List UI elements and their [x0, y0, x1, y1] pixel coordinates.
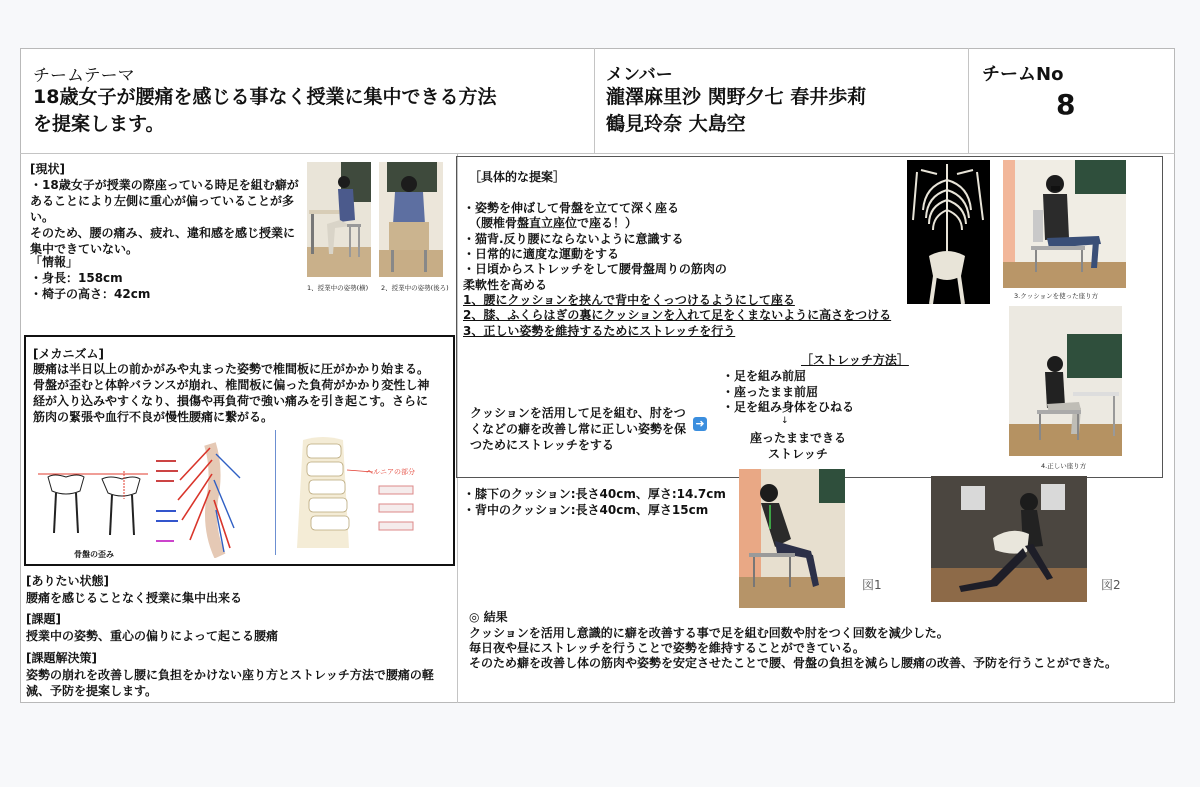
pelvis-caption: 骨盤の歪み [74, 550, 114, 559]
info-height: ・身長：158cm [30, 271, 123, 285]
result-line-1: クッションを活用し意識的に癖を改善する事で足を組む回数や肘をつく回数を減少した。 [469, 626, 949, 640]
proposal-numbered-2: 2、膝、ふくらはぎの裏にクッションを入れて足をくまないように高さをつける [463, 308, 892, 322]
issue-heading: [課題] [26, 612, 61, 626]
arrow-right-icon: ➜ [693, 417, 707, 431]
stretch-line-3: ・足を組み身体をひねる [722, 400, 855, 414]
ideal-heading: [ありたい状態] [26, 574, 109, 588]
theme-label: チームテーマ [33, 66, 135, 86]
mechanism-body: 腰痛は半日以上の前かがみや丸まった姿勢で椎間板に圧がかかり始まる。骨盤が歪むと体幹バランスが崩れ、椎間板に偏った負荷がかかり変性し神経が入り込みやすくなり、損傷や再負荷で強い痛みを引き起こす。さらに筋肉の緊張や血行不良が慢性腰痛に繋がる。 [33, 362, 430, 424]
photo1-caption: 1、授業中の姿勢(横) [307, 284, 369, 292]
status-body: ・18歳女子が授業の際座っている時足を組む癖があることにより左側に重心が偏っていることが多い。 そのため、腰の痛み、疲れ、違和感を感じ授業に集中できていない。 [30, 178, 299, 256]
header-col-divider-2 [968, 48, 969, 153]
proposal-line-2: （腰椎骨盤直立座位で座る！） [463, 216, 638, 230]
header-divider [20, 153, 1175, 154]
proposal-numbered-3: 3、正しい姿勢を維持するためにストレッチを行う [463, 324, 736, 338]
result-line-2: 毎日夜や昼にストレッチを行うことで姿勢を維持することができている。 [469, 641, 865, 655]
solution-heading: [課題解決策] [26, 651, 97, 665]
team-no: 8 [1056, 88, 1076, 121]
photo3-caption: 3.クッションを使った座り方 [1014, 292, 1099, 300]
proposal-numbered-1: 1、腰にクッションを挟んで背中をくっつけるようにして座る [463, 293, 795, 307]
hernia-label: ヘルニアの部分 [366, 468, 415, 476]
proposal-line-6: 柔軟性を高める [463, 278, 548, 292]
photo2-caption: 2、授業中の姿勢(後ろ) [381, 284, 449, 292]
proposal-line-3: ・猫背.反り腰にならないように意識する [463, 232, 684, 246]
header-col-divider-1 [594, 48, 595, 153]
mechanism-heading: [メカニズム] [33, 347, 104, 361]
result-heading: ◎ 結果 [469, 610, 508, 624]
result-line-3: そのため癖を改善し体の筋肉や姿勢を安定させたことで腰、骨盤の負担を減らし腰痛の改善、予防を行うことができた。 [469, 656, 1118, 670]
stretch-heading: ［ストレッチ方法］ [801, 353, 909, 367]
theme-title: 18歳女子が腰痛を感じる事なく授業に集中できる方法 を提案します。 [33, 86, 497, 135]
photo4-caption: 4.正しい座り方 [1041, 462, 1087, 470]
issue-body: 授業中の姿勢、重心の偏りによって起こる腰痛 [26, 629, 279, 643]
stretch-line-1: ・足を組み前屈 [722, 369, 807, 383]
spine-hernia-diagram [283, 430, 418, 552]
ideal-body: 腰痛を感じることなく授業に集中出来る [26, 591, 243, 605]
cushion-size-knee: ・膝下のクッション:長さ40cm、厚さ:14.7cm [463, 487, 726, 501]
pelvis-diagram [36, 465, 150, 550]
stretch-result: 座ったままできる ストレッチ [749, 431, 846, 461]
cushion-method-text: クッションを活用して足を組む、肘をつくなどの癖を改善し常に正しい姿勢を保つためにストレッチをする [470, 406, 687, 452]
team-no-label: チームNo [982, 64, 1064, 85]
photo-cushion-seating [1003, 160, 1126, 288]
photo-correct-seating [1009, 306, 1122, 456]
figure1-label: 図1 [862, 578, 882, 592]
solution-body: 姿勢の崩れを改善し腰に負担をかけない座り方とストレッチ方法で腰痛の軽減、予防を提案します。 [26, 668, 434, 698]
members-label: メンバー [606, 65, 673, 85]
status-heading: [現状] [30, 162, 65, 176]
figure1-photo [739, 469, 845, 608]
photo-posture-side [307, 162, 371, 277]
nerve-diagram [150, 440, 250, 558]
down-arrow-icon: ↓ [781, 416, 789, 426]
proposal-heading: ［具体的な提案］ [469, 170, 566, 184]
info-heading: 「情報」 [30, 255, 79, 269]
proposal-line-4: ・日常的に適度な運動をする [463, 247, 620, 261]
photo-posture-back [379, 162, 443, 277]
stretch-line-2: ・座ったまま前屈 [722, 385, 819, 399]
proposal-line-5: ・日頃からストレッチをして腰骨盤周りの筋肉の [463, 262, 727, 276]
cushion-size-back: ・背中のクッション:長さ40cm、厚さ15cm [463, 503, 709, 517]
proposal-line-1: ・姿勢を伸ばして骨盤を立てて深く座る [463, 201, 680, 215]
skeleton-image [907, 160, 990, 304]
figure2-label: 図2 [1101, 578, 1121, 592]
diagram-divider [275, 430, 276, 555]
figure2-photo [931, 476, 1087, 602]
info-chair-height: ・椅子の高さ：42cm [30, 287, 151, 301]
members-list: 瀧澤麻里沙 関野夕七 春井歩莉 鶴見玲奈 大島空 [606, 86, 867, 135]
